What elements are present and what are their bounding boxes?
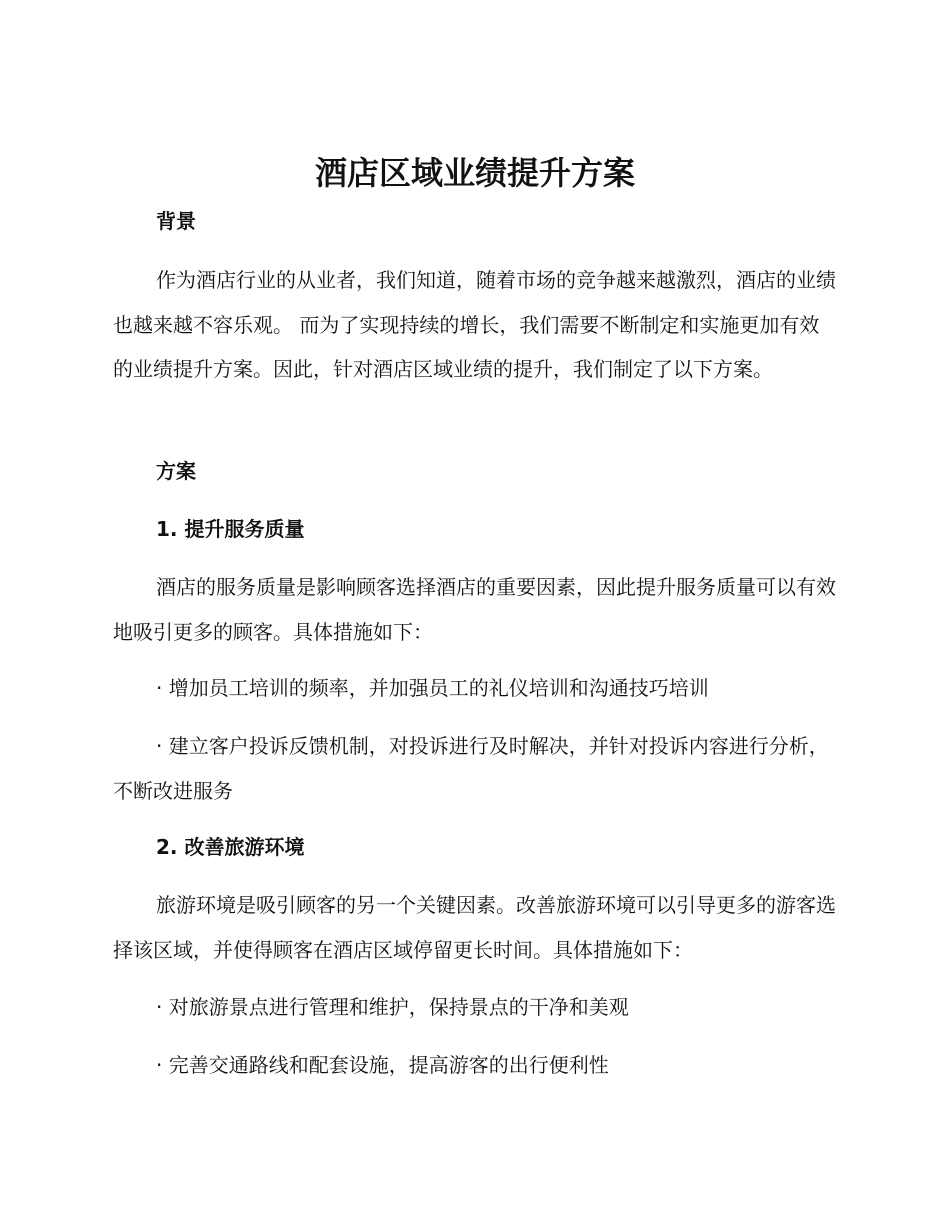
background-paragraph: 作为酒店行业的从业者，我们知道，随着市场的竞争越来越激烈，酒店的业绩也越来越不容乐观。 而为了实现持续的增长，我们需要不断制定和实施更加有效的业绩提升方案。因此，针对酒店区域业绩的提升，我们制定了以下方案。 — [113, 268, 836, 381]
document-title: 酒店区域业绩提升方案 — [314, 154, 635, 192]
section-2-heading: 2. 改善旅游环境 — [156, 835, 305, 859]
background-heading: 背景 — [156, 209, 196, 233]
section-2-bullet-1: · 对旅游景点进行管理和维护，保持景点的干净和美观 — [156, 995, 629, 1019]
section-2-bullet-2: · 完善交通路线和配套设施，提高游客的出行便利性 — [156, 1053, 609, 1077]
section-1-bullet-2: · 建立客户投诉反馈机制，对投诉进行及时解决，并针对投诉内容进行分析，不断改进服务 — [113, 734, 829, 803]
section-1-paragraph: 酒店的服务质量是影响顾客选择酒店的重要因素，因此提升服务质量可以有效地吸引更多的顾客。具体措施如下： — [113, 575, 836, 644]
section-2-paragraph: 旅游环境是吸引顾客的另一个关键因素。改善旅游环境可以引导更多的游客选择该区域，并使得顾客在酒店区域停留更长时间。具体措施如下： — [113, 893, 836, 962]
section-1-heading: 1. 提升服务质量 — [156, 517, 305, 541]
section-1-bullet-1: · 增加员工培训的频率，并加强员工的礼仪培训和沟通技巧培训 — [156, 676, 709, 700]
plan-heading: 方案 — [156, 459, 196, 483]
